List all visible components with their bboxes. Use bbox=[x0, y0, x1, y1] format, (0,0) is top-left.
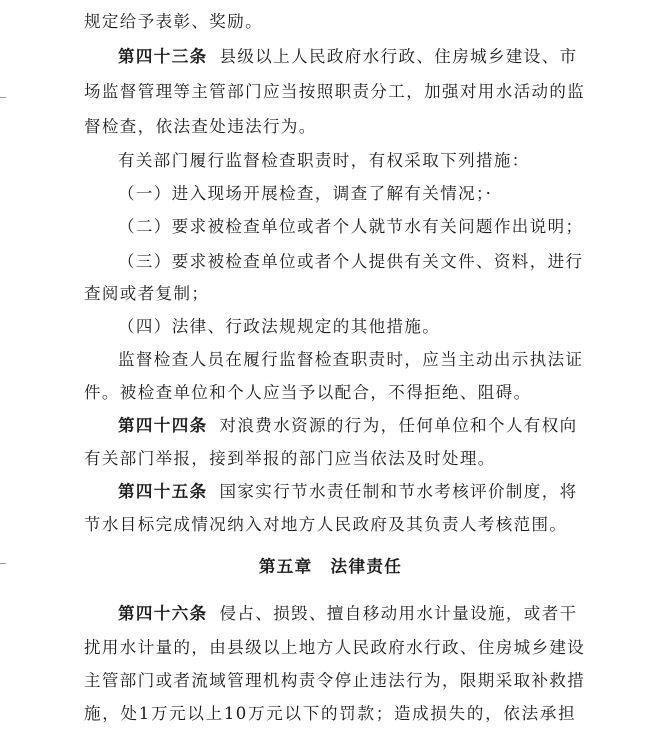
paragraph-measures: 有关部门履行监督检查职责时，有权采取下列措施： bbox=[118, 151, 530, 170]
text-line: 有关部门举报，接到举报的部门应当依法及时处理。 bbox=[84, 449, 496, 468]
text-line: 节水目标完成情况纳入对地方人民政府及其负责人考核范围。 bbox=[84, 515, 568, 534]
article-43-label: 第四十三条 bbox=[118, 47, 208, 66]
chapter-number: 第五章 bbox=[258, 557, 313, 576]
text-line: 施，处1万元以上10万元以下的罚款；造成损失的，依法承担 bbox=[84, 704, 576, 723]
text-line: 规定给予表彰、奖励。 bbox=[84, 12, 263, 31]
article-43-line bbox=[118, 47, 576, 67]
paragraph-staff: 监督检查人员在履行监督检查职责时，应当主动出示执法证 bbox=[118, 350, 584, 369]
measure-item-3: （三）要求被检查单位或者个人提供有关文件、资料，进行 bbox=[118, 252, 584, 271]
measure-item-1: （一）进入现场开展检查，调查了解有关情况；· bbox=[118, 184, 493, 203]
article-46-text: 侵占、损毁、擅自移动用水计量设施，或者干 bbox=[219, 604, 578, 623]
article-44-label: 第四十四条 bbox=[118, 416, 208, 435]
article-44-text: 对浪费水资源的行为，任何单位和个人有权向 bbox=[219, 416, 578, 435]
article-45-label: 第四十五条 bbox=[118, 482, 208, 501]
article-45-line bbox=[118, 482, 576, 502]
text-line: 督检查，依法查处违法行为。 bbox=[84, 117, 317, 136]
article-46-line bbox=[118, 604, 576, 624]
chapter-heading bbox=[0, 553, 661, 577]
article-43-text: 县级以上人民政府水行政、住房城乡建设、市 bbox=[219, 47, 578, 66]
text-line: 件。被检查单位和个人应当予以配合，不得拒绝、阻碍。 bbox=[84, 383, 532, 402]
chapter-title: 法律责任 bbox=[330, 557, 403, 576]
article-45-text: 国家实行节水责任制和节水考核评价制度，将 bbox=[219, 482, 578, 501]
measure-item-2: （二）要求被检查单位或者个人就节水有关问题作出说明； bbox=[118, 217, 584, 236]
text-line: 场监督管理等主管部门应当按照职责分工，加强对用水活动的监 bbox=[84, 82, 586, 101]
text-line: 查阅或者复制； bbox=[84, 284, 210, 303]
measure-item-4: （四）法律、行政法规规定的其他措施。 bbox=[118, 317, 441, 336]
text-line: 主管部门或者流域管理机构责令停止违法行为，限期采取补救措 bbox=[84, 671, 586, 690]
text-line: 扰用水计量的，由县级以上地方人民政府水行政、住房城乡建设 bbox=[84, 638, 586, 657]
article-44-line bbox=[118, 416, 576, 436]
article-46-label: 第四十六条 bbox=[118, 604, 208, 623]
margin-mark bbox=[0, 97, 6, 98]
